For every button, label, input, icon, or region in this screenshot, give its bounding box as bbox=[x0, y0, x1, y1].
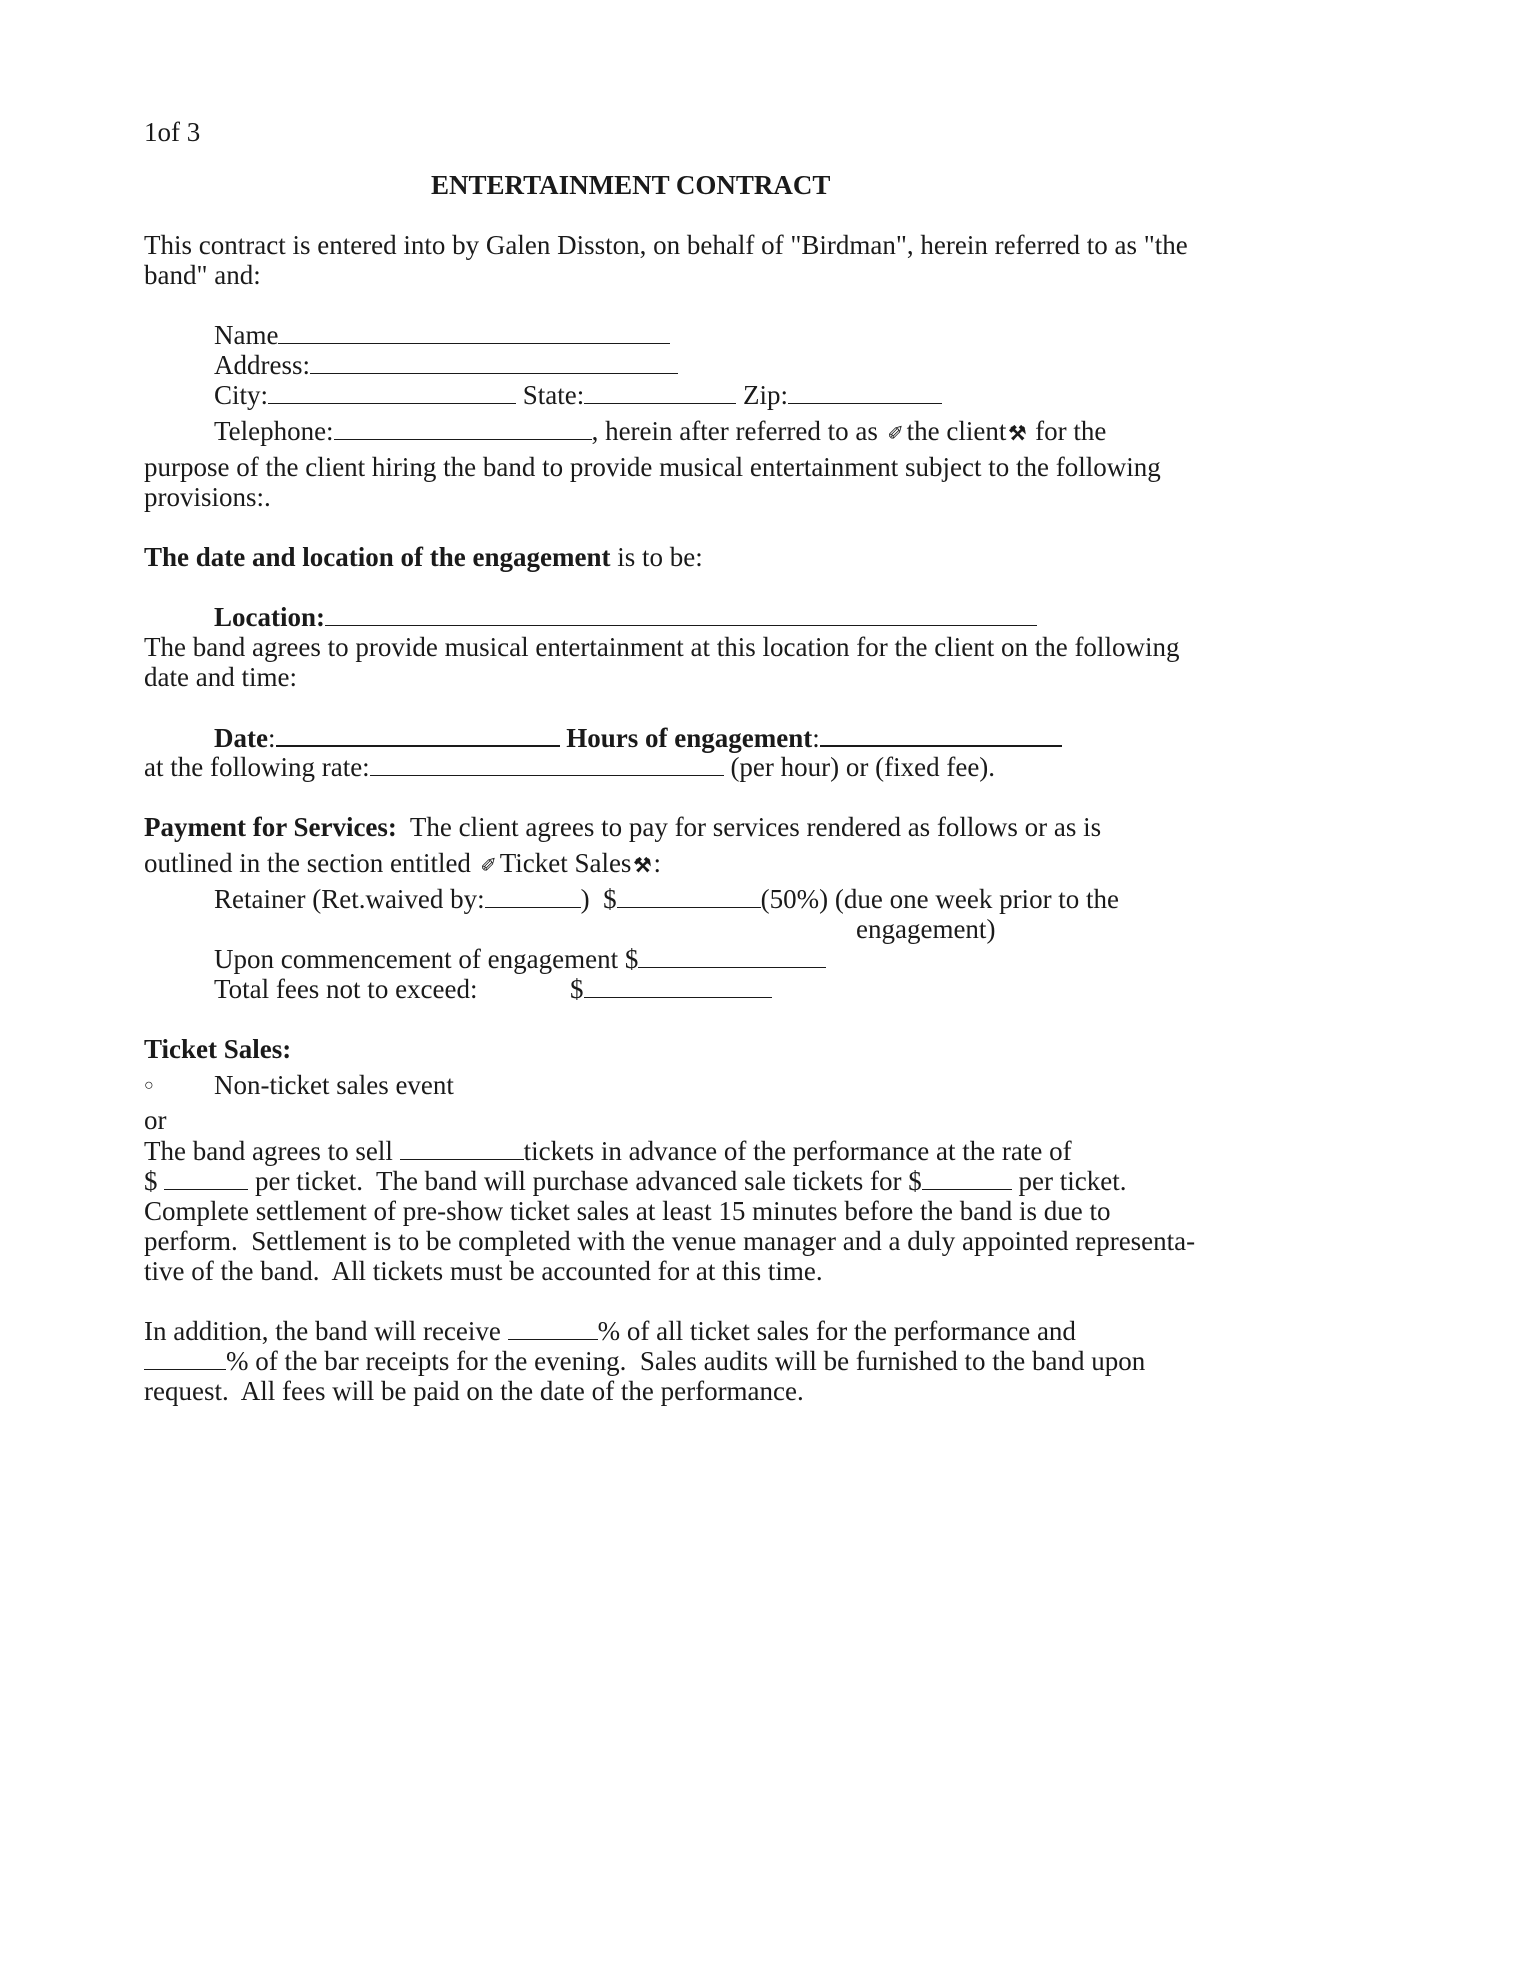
commencement-label: Upon commencement of engagement $ bbox=[214, 944, 639, 974]
tickets-line-3: Complete settlement of pre-show ticket sales at least 15 minutes before the band is due to bbox=[144, 1196, 1111, 1226]
agree-line-2: date and time: bbox=[144, 662, 297, 692]
payment-heading-bold: Payment for Services: bbox=[144, 812, 397, 842]
state-label: State: bbox=[522, 380, 585, 410]
tickets-line-4: perform. Settlement is to be completed with the venue manager and a duly appointed representa- bbox=[144, 1226, 1196, 1256]
retainer-label: Retainer (Ret.waived by: bbox=[214, 884, 485, 914]
ticket-percent-field[interactable] bbox=[508, 1313, 598, 1340]
tickets-count-field[interactable] bbox=[400, 1133, 524, 1160]
engagement-heading bbox=[144, 539, 703, 576]
location-label: Location: bbox=[214, 602, 325, 632]
advance-price-field[interactable] bbox=[922, 1163, 1012, 1190]
non-ticket-label: Non-ticket sales event bbox=[214, 1070, 454, 1100]
crossed-tools-icon: ⚒ bbox=[633, 855, 652, 877]
city-field[interactable] bbox=[268, 377, 516, 404]
hours-field[interactable] bbox=[820, 719, 1062, 747]
or-text: or bbox=[144, 1105, 167, 1135]
retainer-amount-field[interactable] bbox=[617, 881, 761, 908]
date-colon: : bbox=[267, 723, 276, 753]
retainer-tail: (50%) (due one week prior to the bbox=[760, 884, 1120, 914]
telephone-tail-c: for the bbox=[1035, 416, 1107, 446]
addition-line1-b: % of all ticket sales for the performance and bbox=[597, 1316, 1076, 1346]
hours-colon: : bbox=[812, 723, 820, 753]
ticket-sales-heading: Ticket Sales: bbox=[144, 1034, 292, 1064]
purpose-line-2: provisions:. bbox=[144, 482, 271, 512]
tickets-line1-a: The band agrees to sell bbox=[144, 1136, 393, 1166]
location-field[interactable] bbox=[325, 599, 1037, 626]
addition-line-3: request. All fees will be paid on the date of the performance. bbox=[144, 1376, 804, 1406]
payment-line2-a: outlined in the section entitled bbox=[144, 848, 471, 878]
name-label: Name bbox=[214, 320, 279, 350]
tickets-line1-b: tickets in advance of the performance at the rate of bbox=[523, 1136, 1072, 1166]
purpose-line-1: purpose of the client hiring the band to provide musical entertainment subject to the following bbox=[144, 452, 1161, 482]
date-label: Date bbox=[214, 723, 268, 753]
rate-row bbox=[144, 749, 995, 786]
total-fees-dollar: $ bbox=[570, 974, 584, 1004]
retainer-dollar: ) $ bbox=[580, 884, 617, 914]
agree-line-1: The band agrees to provide musical entertainment at this location for the client on the following bbox=[144, 632, 1180, 662]
payment-line2-b: Ticket Sales bbox=[499, 848, 632, 878]
hours-label: Hours of engagement bbox=[566, 723, 813, 753]
telephone-field[interactable] bbox=[334, 413, 592, 440]
retainer-waived-field[interactable] bbox=[485, 881, 581, 908]
address-field[interactable] bbox=[310, 347, 678, 374]
city-label: City: bbox=[214, 380, 269, 410]
rate-tail: (per hour) or (fixed fee). bbox=[730, 752, 996, 782]
payment-heading bbox=[144, 809, 1101, 846]
retainer-tail-2: engagement) bbox=[856, 914, 996, 944]
telephone-label: Telephone: bbox=[214, 416, 334, 446]
address-label: Address: bbox=[214, 350, 310, 380]
page-title: ENTERTAINMENT CONTRACT bbox=[431, 170, 831, 200]
intro-line-2: band" and: bbox=[144, 260, 261, 290]
pen-nib-icon: ✐ bbox=[480, 855, 498, 877]
tickets-line2-c: per ticket. bbox=[1018, 1166, 1127, 1196]
payment-line2-c: : bbox=[653, 848, 661, 878]
tickets-line2-a: $ bbox=[144, 1166, 158, 1196]
engagement-heading-rest: is to be: bbox=[610, 542, 703, 572]
rate-field[interactable] bbox=[370, 749, 724, 776]
tickets-line2-b: per ticket. The band will purchase advanced sale tickets for $ bbox=[255, 1166, 922, 1196]
zip-label: Zip: bbox=[743, 380, 789, 410]
rate-label: at the following rate: bbox=[144, 752, 370, 782]
city-state-zip-row bbox=[214, 377, 942, 414]
telephone-tail-a: , herein after referred to as bbox=[591, 416, 878, 446]
page-number: 1of 3 bbox=[144, 117, 201, 147]
intro-line-1: This contract is entered into by Galen Disston, on behalf of "Birdman", herein referred to as "the bbox=[144, 230, 1188, 260]
tickets-line-5: tive of the band. All tickets must be accounted for at this time. bbox=[144, 1256, 823, 1286]
engagement-heading-bold: The date and location of the engagement bbox=[144, 542, 611, 572]
name-field[interactable] bbox=[278, 317, 670, 344]
total-fees-row bbox=[214, 971, 478, 1008]
state-field[interactable] bbox=[584, 377, 736, 404]
payment-heading-rest: The client agrees to pay for services rendered as follows or as is bbox=[396, 812, 1102, 842]
bar-percent-field[interactable] bbox=[144, 1343, 226, 1370]
telephone-row bbox=[214, 413, 1106, 453]
total-fees-field[interactable] bbox=[584, 971, 772, 998]
date-field[interactable] bbox=[276, 719, 560, 747]
total-fees-label: Total fees not to exceed: bbox=[214, 974, 478, 1004]
payment-line-2 bbox=[144, 845, 661, 885]
zip-field[interactable] bbox=[788, 377, 942, 404]
addition-line2-b: % of the bar receipts for the evening. Sales audits will be furnished to the band upon bbox=[226, 1346, 1146, 1376]
pen-nib-icon: ✐ bbox=[887, 423, 905, 445]
non-ticket-checkbox[interactable]: ○ bbox=[144, 1077, 154, 1094]
total-fees-amount bbox=[570, 971, 772, 1008]
crossed-tools-icon: ⚒ bbox=[1008, 423, 1027, 445]
commencement-field[interactable] bbox=[638, 941, 826, 968]
addition-line1-a: In addition, the band will receive bbox=[144, 1316, 501, 1346]
telephone-tail-b: the client bbox=[906, 416, 1007, 446]
ticket-price-field[interactable] bbox=[164, 1163, 248, 1190]
